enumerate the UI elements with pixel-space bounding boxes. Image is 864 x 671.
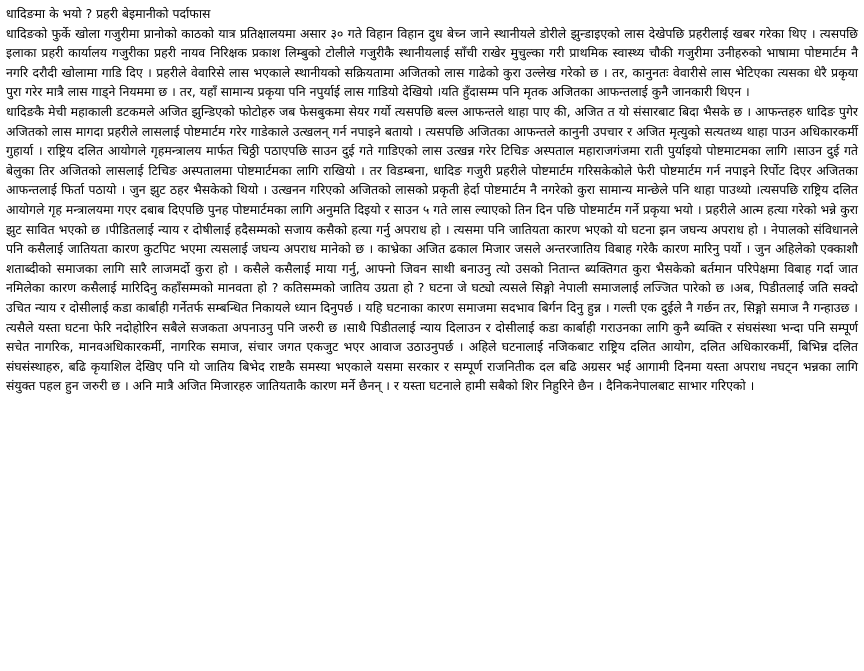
article-paragraph-1: धादिङको फुर्के खोला गजुरीमा प्रानोको काठको यात्र प्रतिक्षालयमा असार ३० गते विहान विहान दुध बेच्न जाने स्थानीयले डोरीले झुन्डाइएको लास देखेपछि प्रहरीलाई खबर गरेका थिए । त्यसपछि इलाका प्रहरी कार्यालय गजुरीका प्रहरी नायव निरिक्षक प्रकाश लिम्बुको टोलीले गजुरीकै स्थानीयलाई साँची राखेर मुचुल्का गरी प्राथमिक स्वास्थ्य चौकी गजुरीमा उनीहरुको भाषामा पोष्टमार्टम नै नगरि दराैदी खोलामा गाडि दिए । प्रहरीले वेवारिसे लास भएकाले स्थानीयको सक्रियतामा अजितको लास गाढेको कुरा उल्लेख गरेको छ । तर, कानुनतः वेवारीसे लास भेटिएका त्यसका धेरै प्रकृया पुरा गरेर मात्रै लास गाड्ने नियममा छ । तर, यहाँ सामान्य प्रकृया पनि नपुर्याई लास गाडियो देखियो ।यति हुँदासम्म पनि मृतक अजितका आफन्तलाई कुनै जानकारी थिएन । bbox=[6, 25, 858, 100]
article-title: धादिङमा के भयो ? प्रहरी बेइमानीको पर्दाफास bbox=[6, 6, 211, 21]
article-paragraph-2: धादिङकै मेची महाकाली डटकमले अजित झुन्डिएको फोटोहरु जब फेसबुकमा सेयर गर्यो त्यसपछि बल्ल आफन्तले थाहा पाए की, अजित त यो संसारबाट बिदा भैसके छ । आफन्तहरु धादिङ पुगेर अजितको लास मागदा प्रहरीले लासलाई पोष्टमार्टम गरेर गाडेकाले उत्खलन् गर्न नपाइने बतायो । त्यसपछि अजितका आफन्तले कानुनी उपचार र अजित मृत्युको सत्यतथ्य थाहा पाउन अधिकारकर्मी गुहार्या । राष्ट्रिय दलित आयोगले गृहमन्त्रालय मार्फत चिठ्ठी पठाएपछि साउन दुई गते गाडिएको लास उत्खन्न गरेर टिचिङ अस्पताल महाराजगंजमा राती पुर्याइयो पोष्टमाटमका लागि ।साउन दुई गते बेलुका तिर अजितको लासलाई टिचिङ अस्पतालमा पोष्टमार्टमका लागि राखियो । तर विडम्बना, धादिङ गजुरी प्रहरीले पोष्टमार्टम गरिसकेकोले फेरी पोष्टमार्टम गर्न नपाइने रिर्पोट दिएर अजितका आफन्तलाई फिर्ता पठायो । जुन झुट ठहर भैसकेको थियो । उत्खनन गरिएको अजितको लासको प्रकृती हेर्दा पोष्टमार्टम नै नगरेको कुरा सामान्य मान्छेले पनि थाहा पाउथ्यो ।त्यसपछि राष्ट्रिय दलित आयोगले गृह मन्त्रालयमा गएर दबाब दिएपछि पुनह पोष्टमार्टमका लागि अनुमति दिइयो र साउन ५ गते लास ल्याएको तिन दिन पछि पोष्टमार्टम गर्ने प्रकृया भयो । प्रहरीले आत्म हत्या गरेको भन्ने कुरा झुट सावित भएको छ ।पीडितलाई न्याय र दोषीलाई हदैसम्मको सजाय कसैको हत्या गर्नु अपराध हो । त्यसमा पनि जातियता कारण भएको यो घटना झन जघन्य अपराध हो । नेपालको संविधानले पनि कसैलाई जातियता कारण कुटपिट भएमा त्यसलाई जघन्य अपराध मानेको छ । काभ्रेका अजित ढकाल मिजार जसले अन्तरजातिय विबाह गरेकै कारण मारिनु पर्यो । जुन अहिलेको एक्काशौ शताब्दीको समाजका लागि सारै लाजमर्दो कुरा हो । कसैले कसैलाई माया गर्नु, आफ्नो जिवन साथी बनाउनु त्यो उसको नितान्त ब्यक्तिगत कुरा भैसकेको बर्तमान परिपेक्षमा विबाह गर्दा जात नमिलेका कारण कसैलाई मारिदिनु कहाँसम्मको मानवता हो ? कतिसम्मको जातिय उग्रता हो ? घटना जे घट्यो त्यसले सिङ्गो नेपाली समाजलाई लज्जित पारेको छ ।अब, पिडीतलाई जति सक्दो उचित न्याय र दोसीलाई कडा कार्बाही गर्नेतर्फ सम्बन्धित निकायले ध्यान दिनुपर्छ । यहि घटनाका कारण समाजमा सदभाव बिर्गन दिनु हुन्न । गल्ती एक दुईले नै गर्छन तर, सिङ्गो समाज नै गन्हाउछ । त्यसैले यस्ता घटना फेरि नदोहोरिन सबैले सजकता अपनाउनु पनि जरुरी छ ।साथै पिडीतलाई न्याय दिलाउन र दोसीलाई कडा कार्बाही गराउनका लागि कुनै ब्यक्ति र संघसंस्था भन्दा पनि सम्पूर्ण सचेत नागरिक, मानवअधिकारकर्मी, नागरिक समाज, संचार जगत एकजुट भएर आवाज उठाउनुपर्छ । अहिले घटनालाई नजिकबाट राष्ट्रिय दलित आयोग, दलित अधिकारकर्मी, बिभिन्न दलित संघसंस्थाहरु, बढि कृयाशिल देखिए पनि यो जातिय बिभेद राष्टकै समस्या भएकाले यसमा सरकार र सम्पूर्ण राजनितीक दल बढि अग्रसर भई आगामी दिनमा यस्ता अपराध नघट्न भन्नका लागि संयुक्त पहल हुन जरुरी छ । अनि मात्रै अजित मिजारहरु जातियताकै कारण मर्ने छैनन् । र यस्ता घटनाले हामी सबैको शिर निहुरिने छैन । दैनिकनेपालबाट साभार गरिएको । bbox=[6, 103, 858, 394]
